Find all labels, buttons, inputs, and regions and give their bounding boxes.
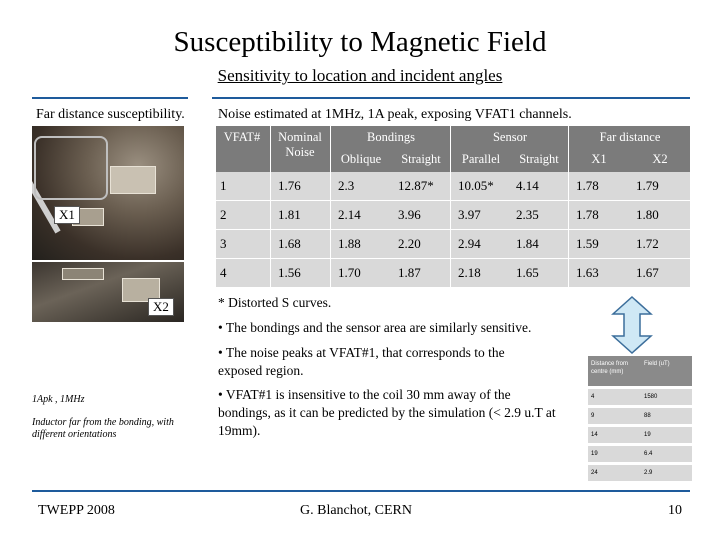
table-cell: 2.3 — [338, 178, 355, 193]
photo-board-bottom — [32, 262, 184, 322]
note-vfat1-insensitive: • VFAT#1 is insensitive to the coil 30 mm away of the bondings, as it can be predicted by the simulation (< 2.9 u.T at 19mm). — [218, 387, 556, 438]
table-cell: 2.20 — [398, 236, 421, 251]
table-cell: 1.68 — [278, 236, 301, 251]
noise-caption: Noise estimated at 1MHz, 1A peak, exposing VFAT1 channels. — [218, 107, 572, 122]
table-cell: 1.65 — [516, 265, 539, 280]
header-far-distance: Far distance — [599, 130, 661, 144]
side-table-row — [588, 408, 692, 424]
table-cell: 1.67 — [636, 265, 659, 280]
top-rule-left — [32, 97, 188, 99]
subtitle-text: Sensitivity to location and incident angles — [217, 66, 503, 85]
table-cell: 1.84 — [516, 236, 539, 251]
note-noise-peak: • The noise peaks at VFAT#1, that corresponds to the exposed region. — [218, 345, 505, 378]
footer-conference: TWEPP 2008 — [38, 503, 115, 518]
side-table-row — [588, 465, 692, 481]
header-oblique: Oblique — [340, 152, 382, 166]
inductor-note: Inductor far from the bonding, with different orientations — [32, 417, 174, 440]
table-cell: 4 — [220, 265, 227, 280]
side-table-cell: 1580 — [644, 394, 658, 400]
table-cell: 2.14 — [338, 207, 361, 222]
side-header-distance: Distance from centre (mm) — [591, 361, 629, 375]
table-cell: 2.18 — [458, 265, 481, 280]
side-table-cell: 9 — [591, 413, 595, 419]
table-cell: 1.56 — [278, 265, 301, 280]
side-header-field: Field (uT) — [644, 361, 670, 367]
header-sensor: Sensor — [492, 130, 528, 144]
table-cell: 1.88 — [338, 236, 361, 251]
header-vfat: VFAT# — [223, 130, 261, 144]
table-cell: 1.78 — [576, 178, 599, 193]
table-cell: 1.63 — [576, 265, 599, 280]
photo-label-x1: X1 — [54, 206, 80, 224]
table-cell: 3 — [220, 236, 227, 251]
side-table-cell: 88 — [644, 413, 651, 419]
coil-note: 1Apk , 1MHz — [32, 394, 85, 405]
table-cell: 3.96 — [398, 207, 421, 222]
column-divider — [270, 126, 271, 288]
table-cell: 3.97 — [458, 207, 481, 222]
table-cell: 1.80 — [636, 207, 659, 222]
table-cell: 1 — [220, 178, 227, 193]
header-parallel: Parallel — [461, 152, 501, 166]
top-rule-right — [212, 97, 690, 99]
left-caption: Far distance susceptibility. — [36, 107, 185, 122]
table-cell: 1.59 — [576, 236, 599, 251]
header-straight: Straight — [401, 152, 441, 166]
note-bondings-sensor: • The bondings and the sensor area are similarly sensitive. — [218, 320, 532, 335]
page-title: Susceptibility to Magnetic Field — [173, 26, 547, 58]
photo-chip — [62, 268, 104, 280]
header-x1: X1 — [591, 152, 607, 166]
side-table-row — [588, 446, 692, 462]
header-nominal-noise: Nominal Noise — [278, 130, 322, 159]
side-table-cell: 4 — [591, 394, 595, 400]
table-cell: 2 — [220, 207, 227, 222]
side-table-cell: 19 — [591, 451, 598, 457]
double-arrow-icon — [611, 296, 653, 354]
subtitle — [0, 66, 720, 86]
side-table-cell: 14 — [591, 432, 598, 438]
side-table-cell: 19 — [644, 432, 651, 438]
column-divider — [450, 126, 451, 288]
table-cell: 1.72 — [636, 236, 659, 251]
column-divider — [330, 126, 331, 288]
table-cell: 2.94 — [458, 236, 481, 251]
table-cell: 12.87* — [398, 178, 434, 193]
footer-author: G. Blanchot, CERN — [300, 503, 412, 518]
table-cell: 1.87 — [398, 265, 421, 280]
column-divider — [568, 126, 569, 288]
footer-rule — [32, 490, 690, 492]
side-table-cell: 6.4 — [644, 451, 653, 457]
header-straight-2: Straight — [519, 152, 559, 166]
side-table-row — [588, 389, 692, 405]
header-x2: X2 — [652, 152, 668, 166]
note-distorted: * Distorted S curves. — [218, 295, 332, 310]
side-table-header — [588, 356, 692, 386]
side-table-cell: 24 — [591, 470, 598, 476]
table-cell: 1.79 — [636, 178, 659, 193]
header-bondings: Bondings — [367, 130, 415, 144]
photo-board-top — [32, 126, 184, 260]
table-cell: 10.05* — [458, 178, 494, 193]
page-number: 10 — [668, 503, 682, 518]
table-cell: 1.81 — [278, 207, 301, 222]
photo-label-x2: X2 — [148, 298, 174, 316]
side-table-row — [588, 427, 692, 443]
table-cell: 1.78 — [576, 207, 599, 222]
table-cell: 2.35 — [516, 207, 539, 222]
photo-chip — [110, 166, 156, 194]
side-table-cell: 2.9 — [644, 470, 653, 476]
table-cell: 4.14 — [516, 178, 539, 193]
table-cell: 1.76 — [278, 178, 301, 193]
table-cell: 1.70 — [338, 265, 361, 280]
photo-frame — [34, 136, 108, 200]
